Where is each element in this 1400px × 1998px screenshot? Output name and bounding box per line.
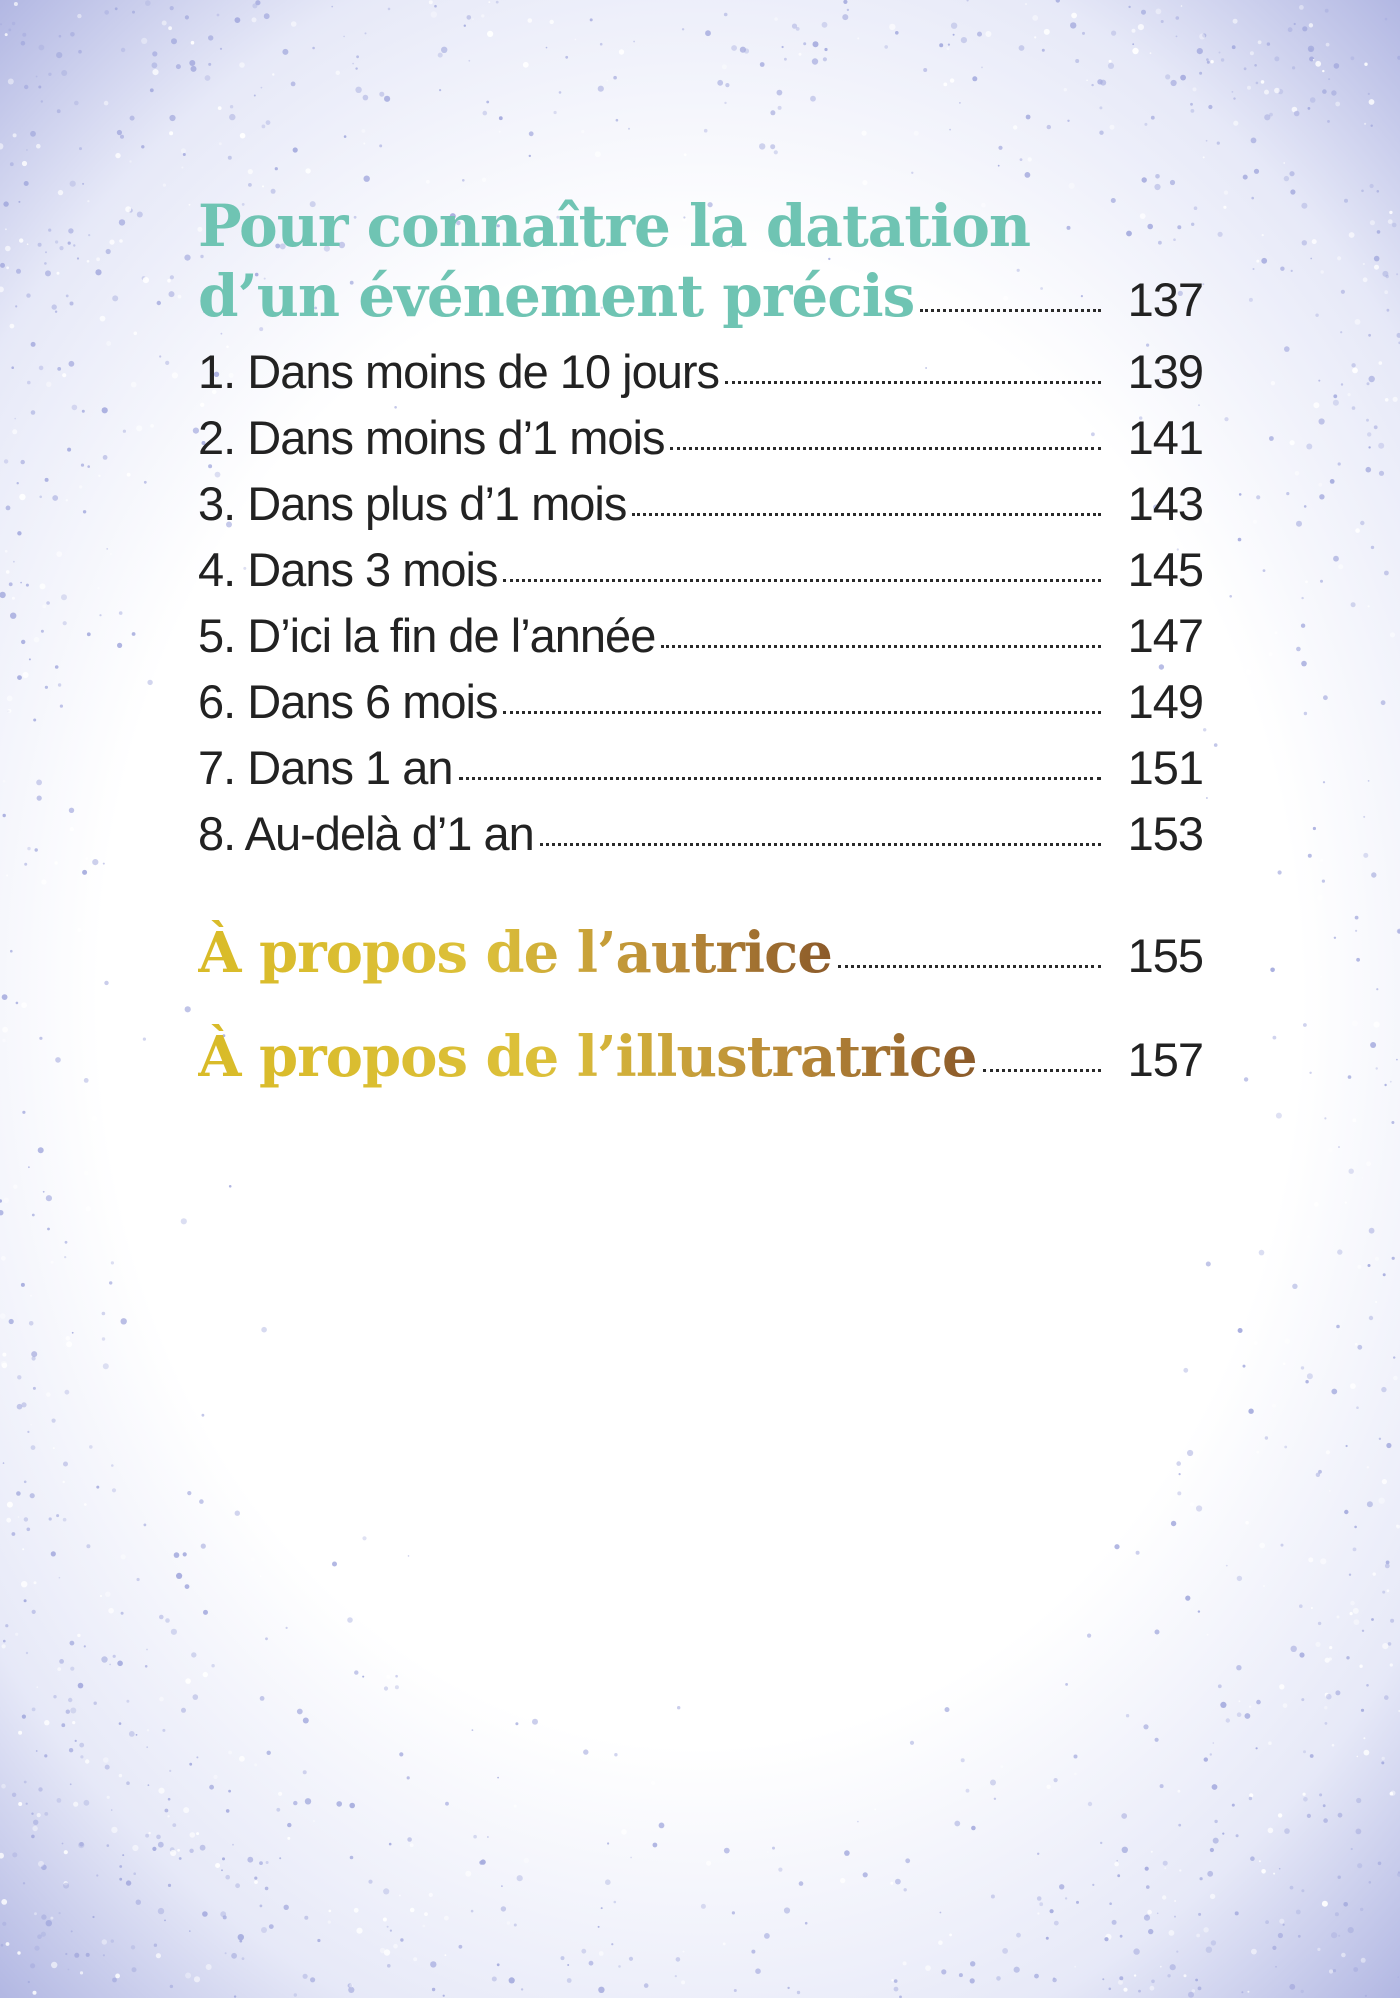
dot-leader: [540, 843, 1101, 846]
page-number: 137: [1127, 273, 1203, 326]
toc-entry-label: 5. D’ici la fin de l’année: [198, 609, 656, 662]
toc-entry[interactable]: [198, 542, 1203, 608]
dot-leader: [632, 513, 1101, 516]
dot-leader: [983, 1069, 1101, 1072]
toc-entry-label: 2. Dans moins d’1 mois: [198, 411, 665, 464]
toc-entry-label: 1. Dans moins de 10 jours: [198, 345, 720, 398]
page-number: 139: [1127, 345, 1203, 398]
toc-entry-label: 3. Dans plus d’1 mois: [198, 477, 627, 530]
toc-entry[interactable]: [198, 410, 1203, 476]
dot-leader: [838, 965, 1101, 968]
page-number: 155: [1127, 929, 1203, 982]
toc-entry[interactable]: [198, 674, 1203, 740]
about-author-label: À propos de l’autrice: [198, 920, 832, 986]
toc-entry-label: 8. Au-delà d’1 an: [198, 807, 534, 860]
page-number: 151: [1127, 741, 1203, 794]
page-number: 141: [1127, 411, 1203, 464]
page-number: 157: [1127, 1033, 1203, 1086]
dot-leader: [920, 309, 1101, 312]
toc-entry[interactable]: [198, 740, 1203, 806]
page-number: 147: [1127, 609, 1203, 662]
dot-leader: [503, 579, 1101, 582]
page-number: 145: [1127, 543, 1203, 596]
toc-entry-label: 6. Dans 6 mois: [198, 675, 498, 728]
toc-about-illustrator[interactable]: [198, 1024, 1203, 1128]
toc-entry[interactable]: [198, 608, 1203, 674]
toc-about-author[interactable]: [198, 920, 1203, 1024]
about-illustrator-label: À propos de l’illustratrice: [198, 1024, 977, 1090]
toc-entry[interactable]: [198, 806, 1203, 872]
page-number: 153: [1127, 807, 1203, 860]
toc-entry[interactable]: [198, 344, 1203, 410]
dot-leader: [459, 777, 1101, 780]
page-number: 149: [1127, 675, 1203, 728]
dot-leader: [661, 645, 1101, 648]
section-heading-row[interactable]: [198, 262, 1203, 330]
toc-entry[interactable]: [198, 476, 1203, 542]
about-section: [198, 920, 1203, 1128]
dot-leader: [503, 711, 1101, 714]
dot-leader: [670, 447, 1101, 450]
page-number: 143: [1127, 477, 1203, 530]
table-of-contents: [198, 190, 1203, 1128]
section-heading-line2: d’un événement précis: [198, 262, 915, 330]
dot-leader: [725, 381, 1101, 384]
toc-entry-label: 4. Dans 3 mois: [198, 543, 498, 596]
section-heading-line1: Pour connaître la datation: [198, 192, 1031, 260]
toc-entry-label: 7. Dans 1 an: [198, 741, 453, 794]
